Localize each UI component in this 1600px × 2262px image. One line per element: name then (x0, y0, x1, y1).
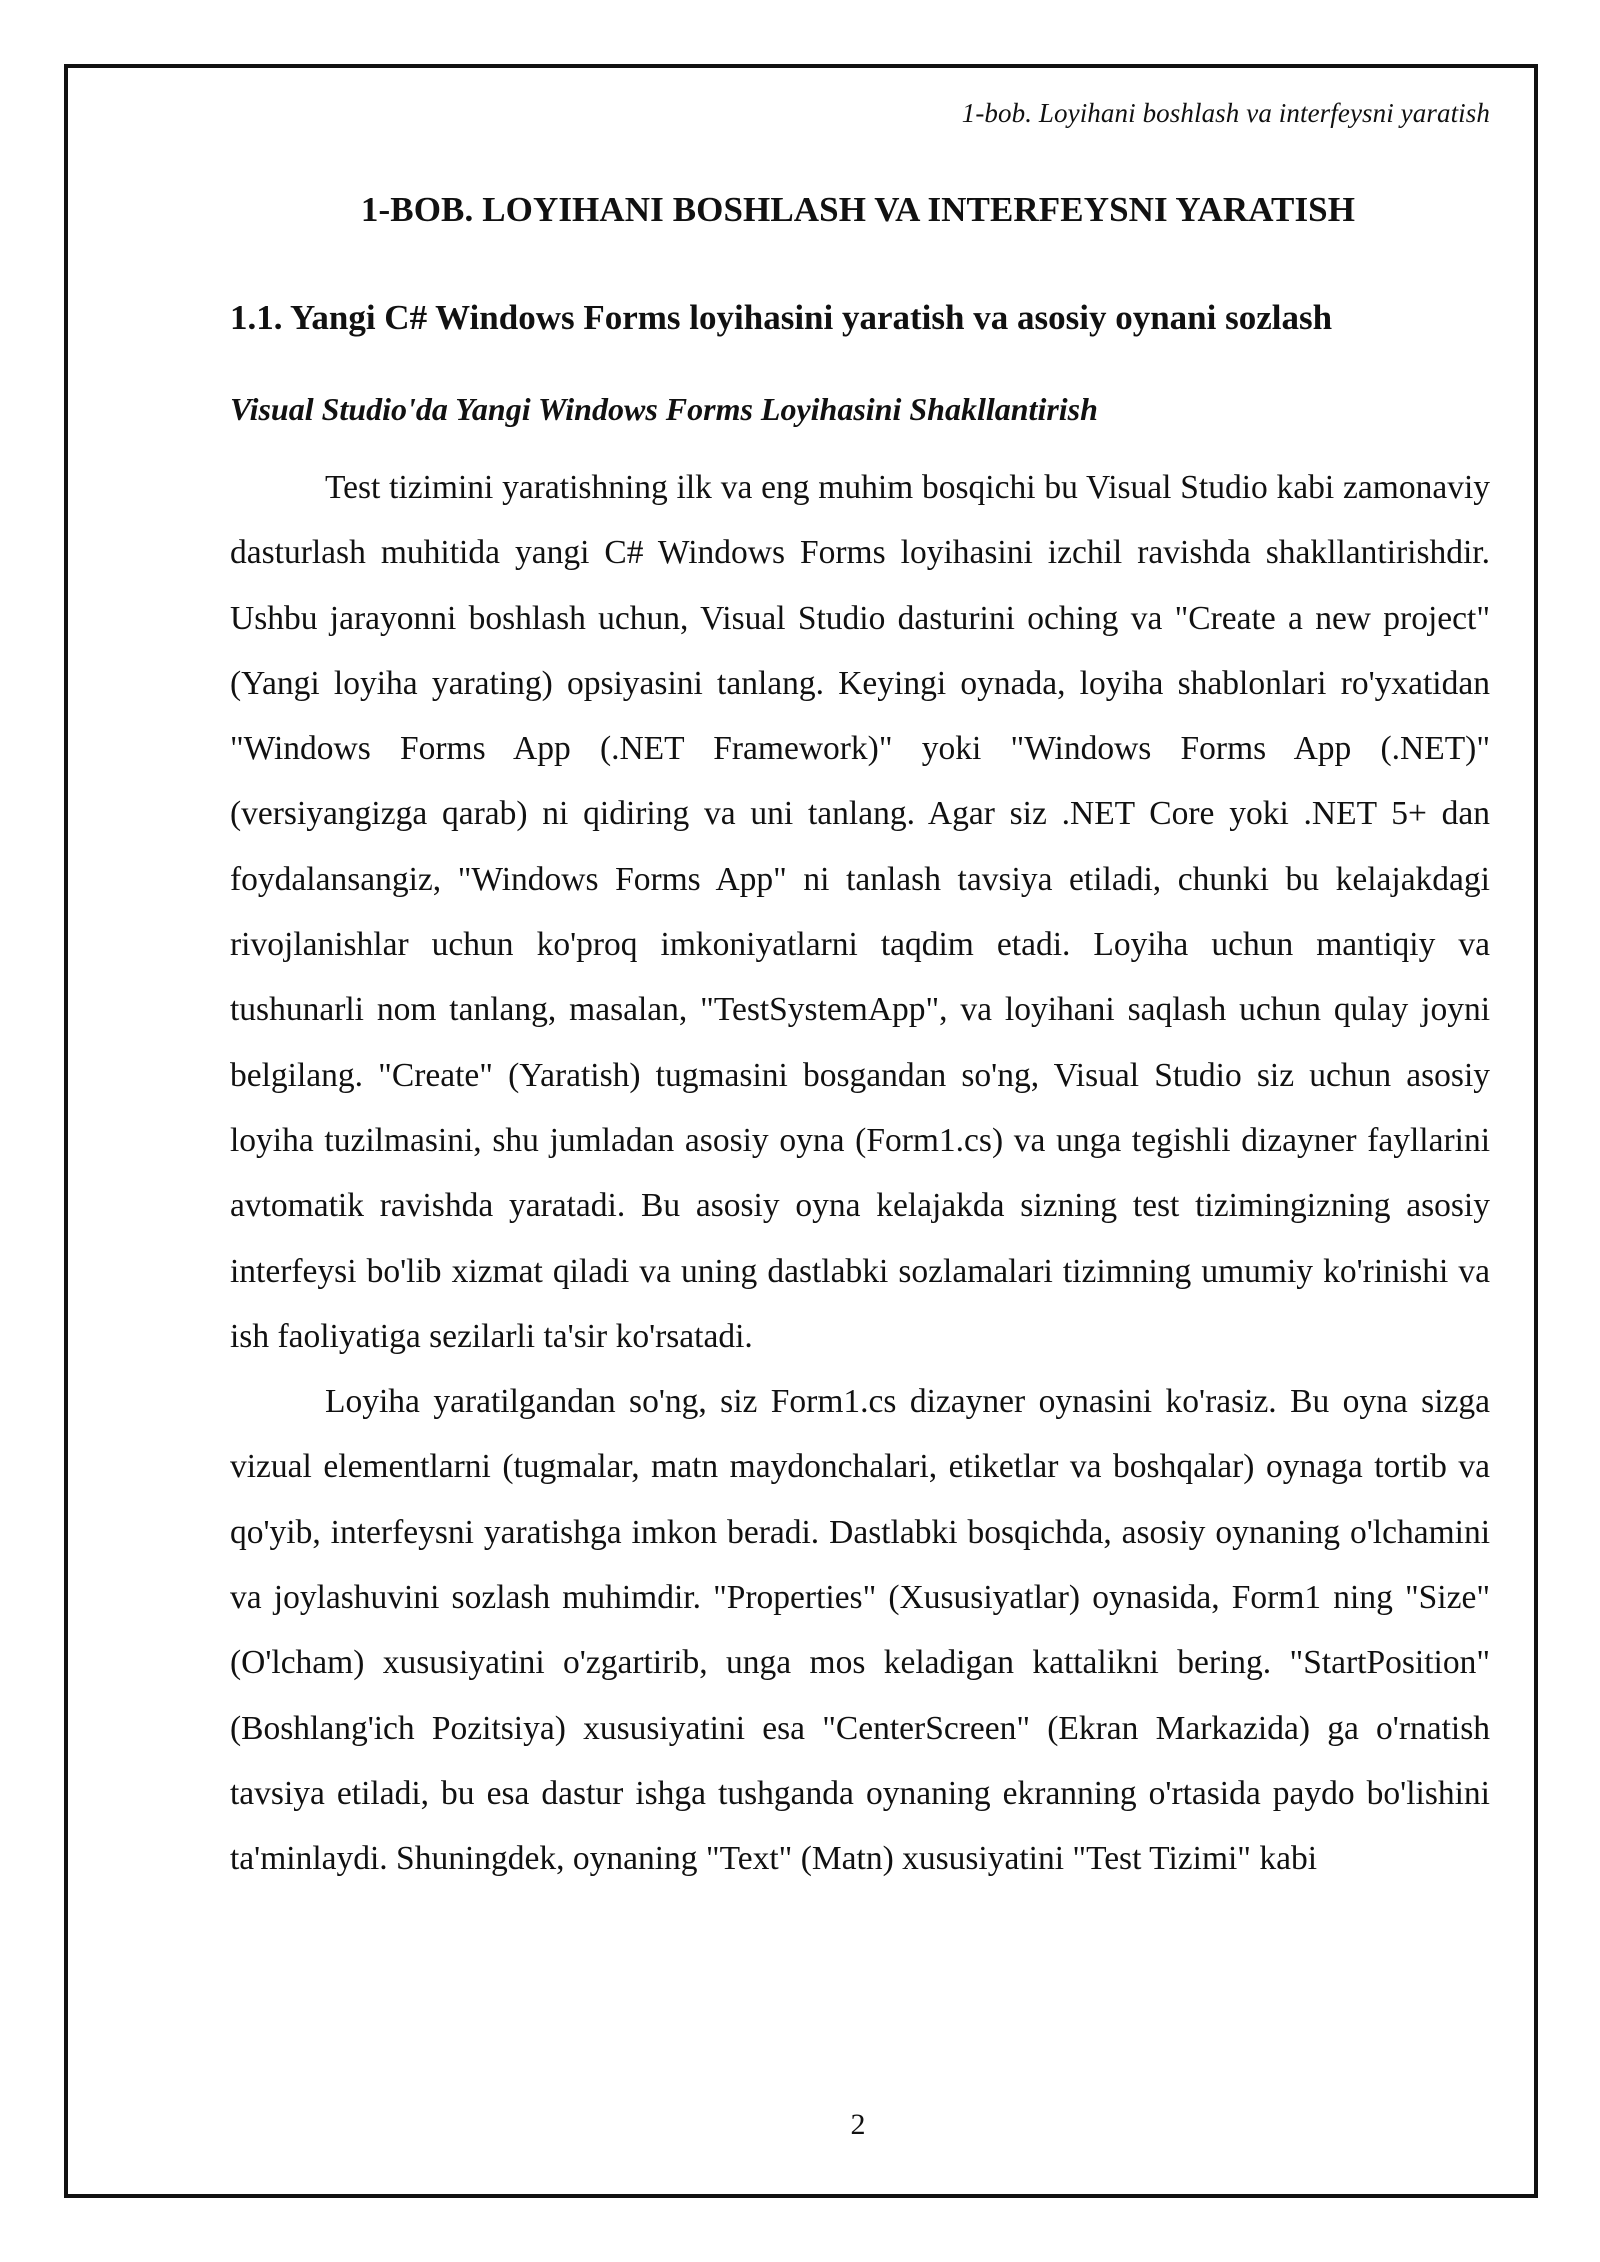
subsection-title: Visual Studio'da Yangi Windows Forms Loyihasini Shakllantirish (230, 391, 1098, 427)
page-number: 2 (850, 2108, 866, 2141)
paragraph-1: Test tizimini yaratishning ilk va eng muhim bosqichi bu Visual Studio kabi zamonaviy dasturlash muhitida yangi C# Windows Forms loyihasini izchil ravishda shakllantirishdir. Ushbu jarayonni boshlash uchun, Visual Studio dasturini oching va "Create a new project" (Yangi loyiha yarating) opsiyasini tanlang. Keyingi oynada, loyiha shablonlari ro'yxatidan "Windows Forms App (.NET Framework)" yoki "Windows Forms App (.NET)" (versiyangizga qarab) ni qidiring va uni tanlang. Agar siz .NET Core yoki .NET 5+ dan foydalansangiz, "Windows Forms App" ni tanlash tavsiya etiladi, chunki bu kelajakdagi rivojlanishlar uchun ko'proq imkoniyatlarni taqdim etadi. Loyiha uchun mantiqiy va tushunarli nom tanlang, masalan, "TestSystemApp", va loyihani saqlash uchun qulay joyni belgilang. "Create" (Yaratish) tugmasini bosgandan so'ng, Visual Studio siz uchun asosiy loyiha tuzilmasini, shu jumladan asosiy oyna (Form1.cs) va unga tegishli dizayner fayllarini avtomatik ravishda yaratadi. Bu asosiy oyna kelajakda sizning test tizimingizning asosiy interfeysi bo'lib xizmat qiladi va uning dastlabki sozlamalari tizimning umumiy ko'rinishi va ish faoliyatiga sezilarli ta'sir ko'rsatadi. (230, 469, 1490, 1355)
body-text (230, 455, 1490, 1892)
running-header: 1-bob. Loyihani boshlash va interfeysni yaratish (961, 98, 1490, 128)
paragraph-2: Loyiha yaratilgandan so'ng, siz Form1.cs dizayner oynasini ko'rasiz. Bu oyna sizga vizual elementlarni (tugmalar, matn maydonchalari, etiketlar va boshqalar) oynaga tortib va qo'yib, interfeysni yaratishga imkon beradi. Dastlabki bosqichda, asosiy oynaning o'lchamini va joylashuvini sozlash muhimdir. "Properties" (Xususiyatlar) oynasida, Form1 ning "Size" (O'lcham) xususiyatini o'zgartirib, unga mos keladigan kattalikni bering. "StartPosition" (Boshlang'ich Pozitsiya) xususiyatini esa "CenterScreen" (Ekran Markazida) ga o'rnatish tavsiya etiladi, bu esa dastur ishga tushganda oynaning ekranning o'rtasida paydo bo'lishini ta'minlaydi. Shuningdek, oynaning "Text" (Matn) xususiyatini "Test Tizimi" kabi (230, 1383, 1490, 1878)
section-title: 1.1. Yangi C# Windows Forms loyihasini yaratish va asosiy oynani sozlash (230, 298, 1333, 337)
chapter-title: 1-BOB. LOYIHANI BOSHLASH VA INTERFEYSNI YARATISH (360, 190, 1356, 229)
